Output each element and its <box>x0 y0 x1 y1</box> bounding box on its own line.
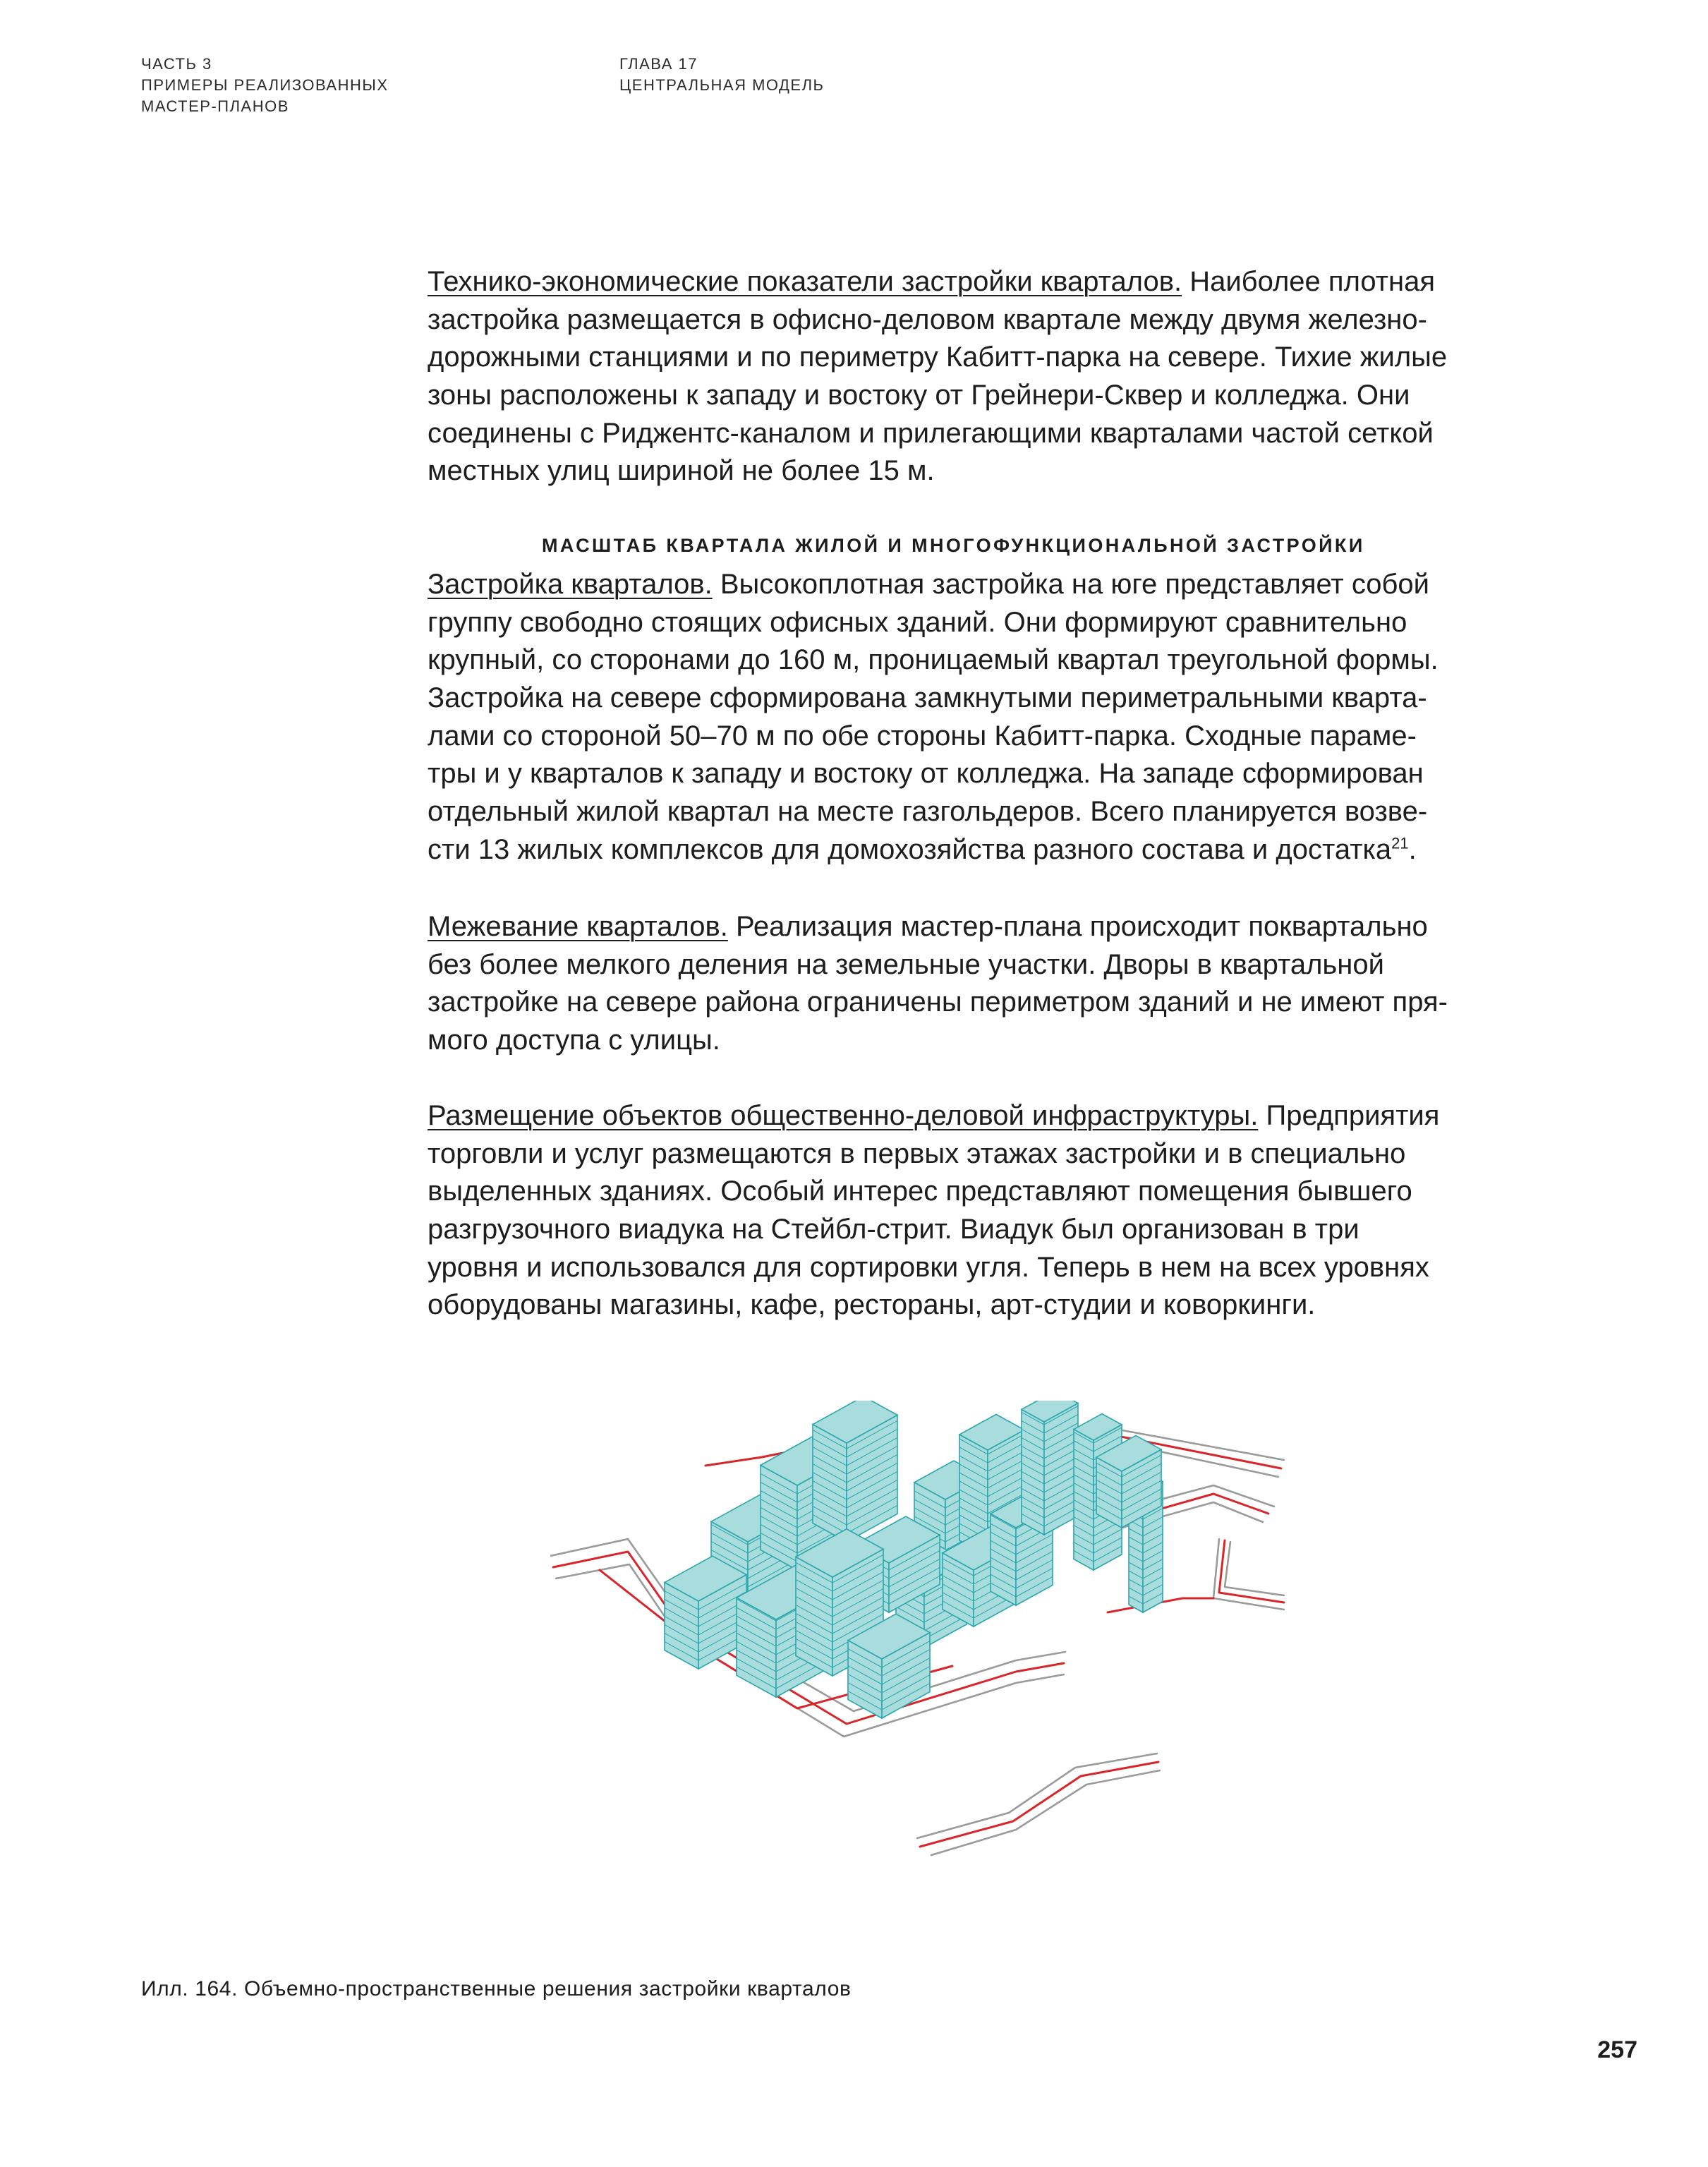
text-line: зоны расположены к западу и востоку от Грейнери-Сквер и колледжа. Они <box>428 380 1410 411</box>
text-run: Высокоплотная застройка на юге представляет собой <box>712 569 1430 600</box>
page-number: 257 <box>1597 2036 1637 2063</box>
text-line: тры и у кварталов к западу и востоку от колледжа. На западе сформирован <box>428 758 1424 790</box>
text-line: мого доступа с улицы. <box>428 1025 720 1056</box>
section-heading: МАСШТАБ КВАРТАЛА ЖИЛОЙ И МНОГОФУНКЦИОНАЛЬНОЙ ЗАСТРОЙКИ <box>542 535 1365 556</box>
footnote-ref[interactable]: 21 <box>1391 834 1409 852</box>
text-line <box>428 566 1556 604</box>
text-run: Реализация мастер-плана происходит поквартально <box>727 911 1428 942</box>
paragraph-land-division <box>428 908 1556 1060</box>
paragraph-technical-indicators <box>428 263 1556 490</box>
text-line: дорожными станциями и по периметру Кабитт-парка на севере. Тихие жилые <box>428 342 1448 373</box>
text-line: лами со стороной 50–70 м по обе стороны Кабитт-парка. Сходные параме- <box>428 720 1417 751</box>
text-line <box>428 908 1556 946</box>
text-line <box>428 263 1556 301</box>
paragraph-lead: Размещение объектов общественно-деловой инфраструктуры. <box>428 1100 1259 1131</box>
running-header-chapter <box>619 54 824 96</box>
paragraph-public-infrastructure <box>428 1097 1556 1324</box>
text-line: местных улиц шириной не более 15 м. <box>428 455 935 487</box>
paragraph-lead: Межевание кварталов. <box>428 911 728 942</box>
text-run: . <box>1408 833 1417 865</box>
text-line: уровня и использовался для сортировки угля. Теперь в нем на всех уровнях <box>428 1251 1429 1283</box>
building <box>813 1401 897 1542</box>
running-header-part <box>141 54 389 117</box>
header-line: ЦЕНТРАЛЬНАЯ МОДЕЛЬ <box>619 76 825 94</box>
header-line: ЧАСТЬ 3 <box>141 55 212 73</box>
text-run: Наиболее плотная <box>1182 266 1436 297</box>
text-line: крупный, со сторонами до 160 м, проницаемый квартал треугольной формы. <box>428 644 1439 676</box>
isometric-blocks-illustration <box>550 1401 1312 1895</box>
paragraph-block-development <box>428 566 1556 869</box>
text-line: соединены с Риджентс-каналом и прилегающими кварталами частой сеткой <box>428 417 1434 449</box>
text-line: разгрузочного виадука на Стейбл-стрит. Виадук был организован в три <box>428 1214 1359 1245</box>
text-line: отдельный жилой квартал на месте газгольдеров. Всего планируется возве- <box>428 796 1428 828</box>
text-line <box>428 831 1556 869</box>
text-line: оборудованы магазины, кафе, рестораны, арт-студии и коворкинги. <box>428 1289 1316 1321</box>
text-line: Застройка на севере сформирована замкнутыми периметральными кварта- <box>428 682 1427 714</box>
building <box>665 1556 746 1669</box>
header-line: ПРИМЕРЫ РЕАЛИЗОВАННЫХ <box>141 76 389 94</box>
header-line: ГЛАВА 17 <box>619 55 698 73</box>
figure-caption: Илл. 164. Объемно-пространственные решения застройки кварталов <box>141 1977 852 2000</box>
text-line: торговли и услуг размещаются в первых этажах застройки и в специально <box>428 1137 1406 1169</box>
paragraph-lead: Застройка кварталов. <box>428 569 713 600</box>
text-line: застройка размещается в офисно-деловом квартале между двумя железно- <box>428 303 1427 335</box>
text-run: Предприятия <box>1258 1100 1440 1131</box>
text-line: выделенных зданиях. Особый интерес представляют помещения бывшего <box>428 1176 1412 1207</box>
building <box>1022 1401 1078 1535</box>
text-run: сти 13 жилых комплексов для домохозяйства разного состава и достатка <box>428 833 1392 865</box>
text-line: застройке на севере района ограничены периметром зданий и не имеют пря- <box>428 986 1448 1018</box>
header-line: МАСТЕР-ПЛАНОВ <box>141 97 289 115</box>
building-group <box>665 1401 1163 1718</box>
text-line: группу свободно стоящих офисных зданий. Они формируют сравнительно <box>428 606 1407 638</box>
text-line <box>428 1097 1556 1135</box>
paragraph-lead: Технико-экономические показатели застройки кварталов. <box>428 266 1182 297</box>
text-line: без более мелкого деления на земельные участки. Дворы в квартальной <box>428 948 1384 980</box>
